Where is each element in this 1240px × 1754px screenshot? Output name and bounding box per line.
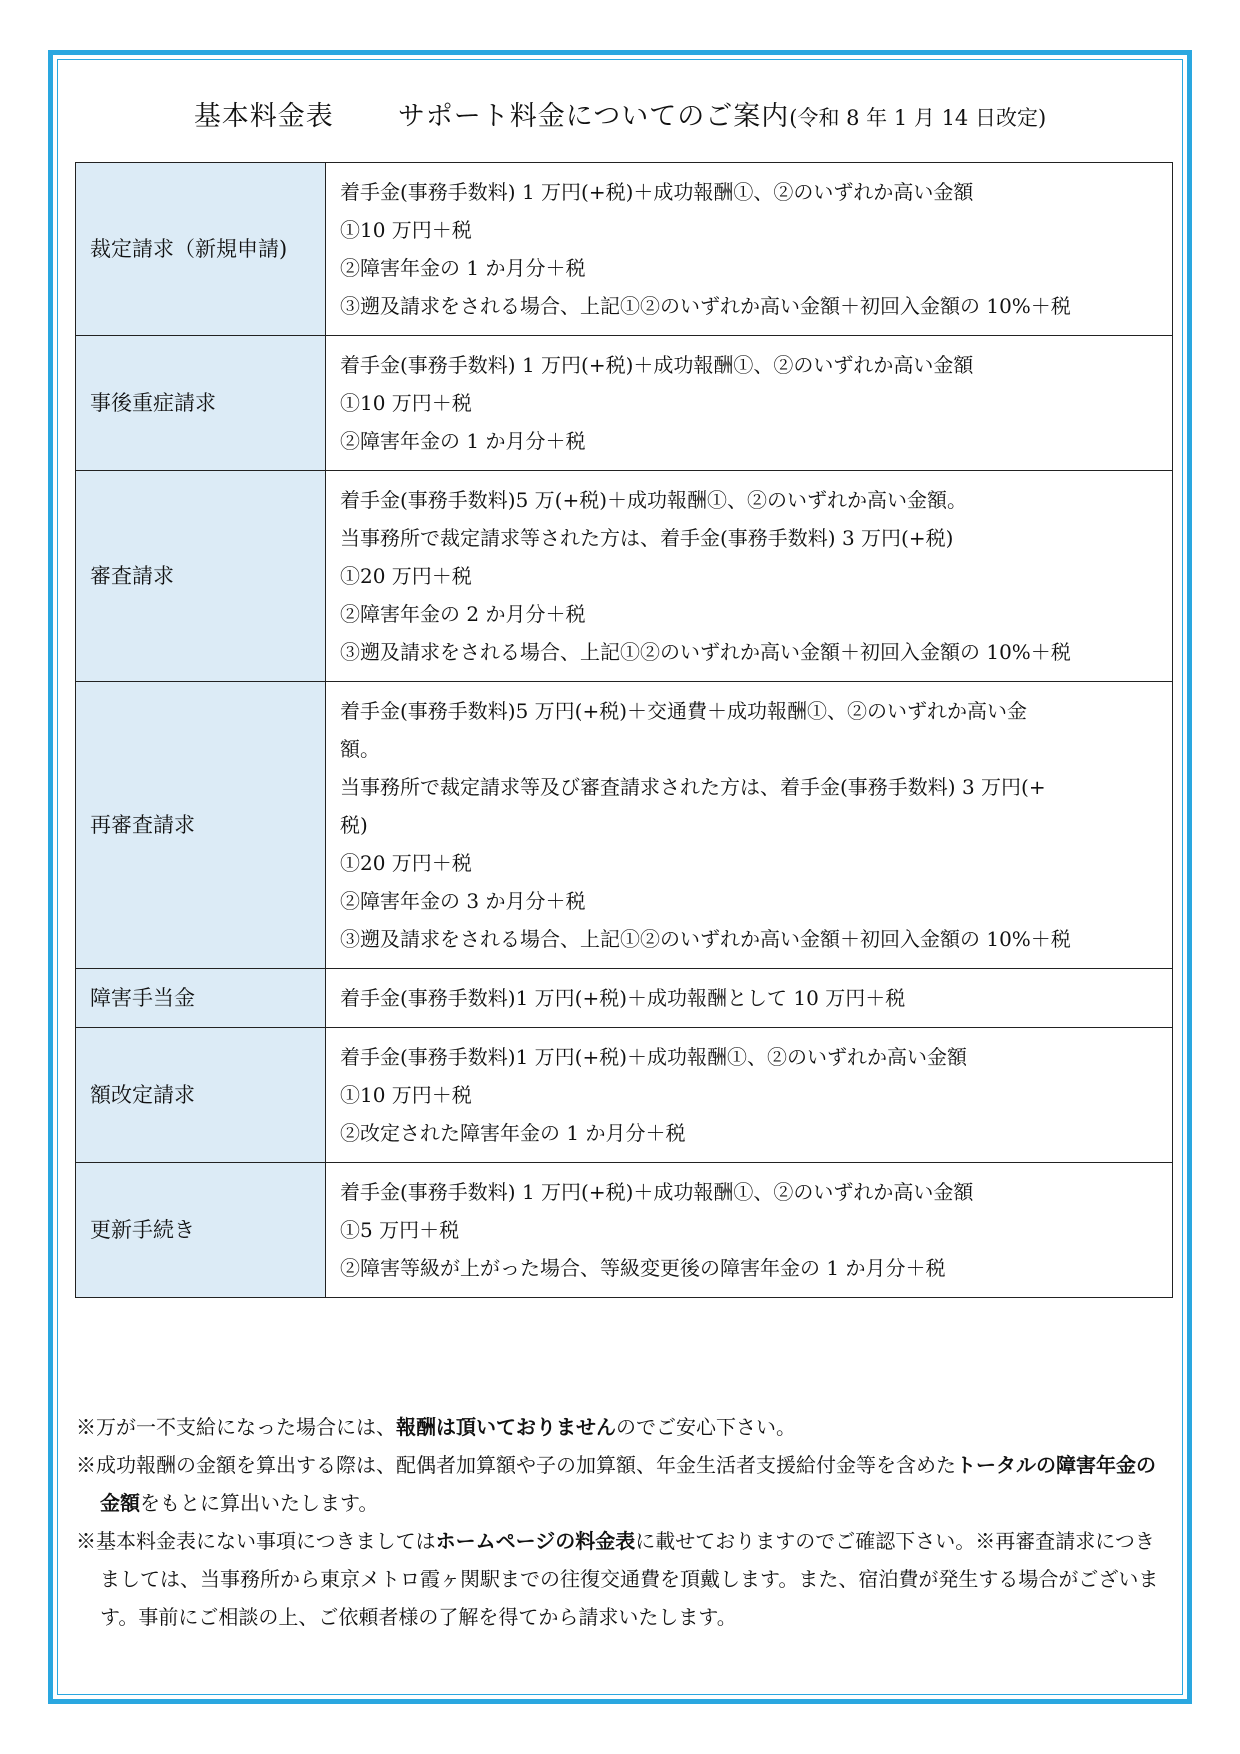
fee-category: 事後重症請求 xyxy=(76,336,326,471)
fee-line: ①10 万円＋税 xyxy=(340,391,472,415)
fee-line: ①10 万円＋税 xyxy=(340,218,472,242)
fee-line: 額。 xyxy=(340,737,380,761)
fee-category: 再審査請求 xyxy=(76,682,326,969)
fee-row xyxy=(76,336,1173,471)
fee-row xyxy=(76,682,1173,969)
fee-line: ③遡及請求をされる場合、上記①②のいずれか高い金額＋初回入金額の 10%＋税 xyxy=(340,927,1071,951)
fee-description xyxy=(326,163,1173,336)
revision-date: (令和 8 年 1 月 14 日改定) xyxy=(789,106,1047,130)
fee-category: 額改定請求 xyxy=(76,1028,326,1163)
title-right: サポート料金についてのご案内 xyxy=(397,101,790,132)
fee-row xyxy=(76,163,1173,336)
note-no-fee: ※万が一不支給になった場合には、報酬は頂いておりませんのでご安心下さい。 xyxy=(76,1415,796,1439)
fee-category: 審査請求 xyxy=(76,471,326,682)
fee-line: ①10 万円＋税 xyxy=(340,1083,472,1107)
fee-category: 障害手当金 xyxy=(76,969,326,1028)
fee-description xyxy=(326,1028,1173,1163)
fee-table xyxy=(75,162,1173,1298)
fee-row xyxy=(76,1028,1173,1163)
fee-line: 税) xyxy=(340,813,368,837)
fee-line: ②障害年金の 1 か月分＋税 xyxy=(340,256,586,280)
fee-description xyxy=(326,969,1173,1028)
fee-line: ①5 万円＋税 xyxy=(340,1218,460,1242)
fee-description xyxy=(326,682,1173,969)
fee-row xyxy=(76,969,1173,1028)
fee-line: 当事務所で裁定請求等された方は、着手金(事務手数料) 3 万円(+税) xyxy=(340,526,954,550)
fee-line: 着手金(事務手数料) 1 万円(+税)＋成功報酬①、②のいずれか高い金額 xyxy=(340,353,974,377)
fee-row xyxy=(76,1163,1173,1298)
fee-line: 着手金(事務手数料) 1 万円(+税)＋成功報酬①、②のいずれか高い金額 xyxy=(340,1180,974,1204)
fee-line: ①20 万円＋税 xyxy=(340,851,472,875)
fee-line: ②障害年金の 1 か月分＋税 xyxy=(340,429,586,453)
fee-line: 着手金(事務手数料)1 万円(+税)＋成功報酬①、②のいずれか高い金額 xyxy=(340,1045,968,1069)
fee-line: 当事務所で裁定請求等及び審査請求された方は、着手金(事務手数料) 3 万円(+ xyxy=(340,775,1046,799)
fee-description xyxy=(326,471,1173,682)
note-calculation: ※成功報酬の金額を算出する際は、配偶者加算額や子の加算額、年金生活者支援給付金等を含めたトータルの障害年金の金額をもとに算出いたします。 xyxy=(76,1453,1156,1515)
fee-description xyxy=(326,336,1173,471)
fee-line: ②改定された障害年金の 1 か月分＋税 xyxy=(340,1121,686,1145)
page-title xyxy=(0,94,1240,133)
fee-line: ③遡及請求をされる場合、上記①②のいずれか高い金額＋初回入金額の 10%＋税 xyxy=(340,640,1071,664)
fee-line: ②障害等級が上がった場合、等級変更後の障害年金の 1 か月分＋税 xyxy=(340,1256,946,1280)
fee-row xyxy=(76,471,1173,682)
note-other-items: ※基本料金表にない事項につきましてはホームページの料金表に載せておりますのでご確認下さい。※再審査請求につきましては、当事務所から東京メトロ霞ヶ関駅までの往復交通費を頂戴します。また、宿泊費が発生する場合がございます。事前にご相談の上、ご依頼者様の了解を得てから請求いたします。 xyxy=(76,1529,1159,1629)
fee-line: 着手金(事務手数料)1 万円(+税)＋成功報酬として 10 万円＋税 xyxy=(340,986,906,1010)
fee-line: ①20 万円＋税 xyxy=(340,564,472,588)
fee-line: 着手金(事務手数料) 1 万円(+税)＋成功報酬①、②のいずれか高い金額 xyxy=(340,180,974,204)
fee-line: ③遡及請求をされる場合、上記①②のいずれか高い金額＋初回入金額の 10%＋税 xyxy=(340,294,1071,318)
fee-description xyxy=(326,1163,1173,1298)
fee-line: ②障害年金の 3 か月分＋税 xyxy=(340,889,586,913)
notes-section xyxy=(76,1408,1164,1636)
fee-line: 着手金(事務手数料)5 万(+税)＋成功報酬①、②のいずれか高い金額。 xyxy=(340,488,968,512)
fee-category: 裁定請求（新規申請) xyxy=(76,163,326,336)
title-left: 基本料金表 xyxy=(193,101,334,132)
fee-line: 着手金(事務手数料)5 万円(+税)＋交通費＋成功報酬①、②のいずれか高い金 xyxy=(340,699,1028,723)
fee-line: ②障害年金の 2 か月分＋税 xyxy=(340,602,586,626)
fee-category: 更新手続き xyxy=(76,1163,326,1298)
